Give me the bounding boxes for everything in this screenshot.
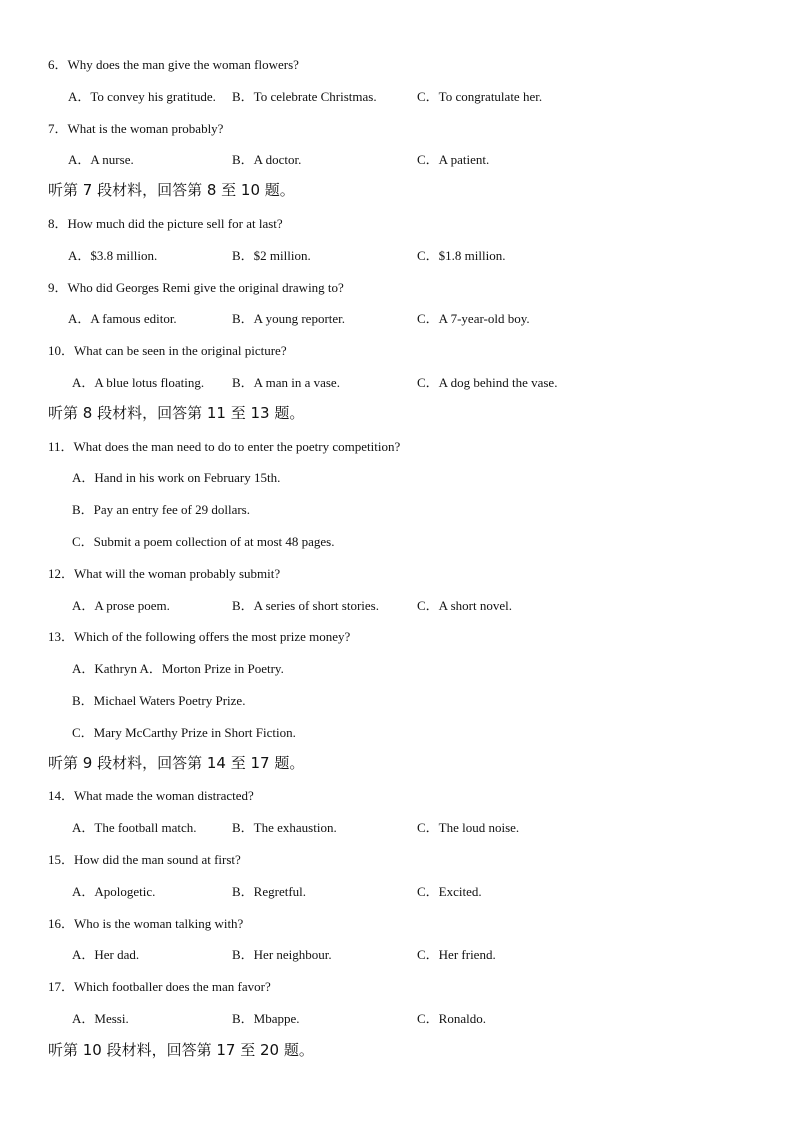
option-c: C．Mary McCarthy Prize in Short Fiction.	[72, 725, 296, 740]
option-b: B．A series of short stories.	[232, 598, 379, 613]
question-7: 7．What is the woman probably?	[48, 121, 224, 136]
option-b: B．Her neighbour.	[232, 947, 332, 962]
option-b: B．Mbappe.	[232, 1011, 300, 1026]
option-a: A．Messi.	[72, 1011, 129, 1026]
question-6: 6．Why does the man give the woman flowers?	[48, 57, 299, 72]
option-a: A．$3.8 million.	[68, 248, 158, 263]
option-a: A．Her dad.	[72, 947, 140, 962]
option-c: C．$1.8 million.	[417, 248, 506, 263]
option-a: A．A famous editor.	[68, 311, 177, 326]
option-b: B．Michael Waters Poetry Prize.	[72, 693, 246, 708]
option-b: B．A young reporter.	[232, 311, 346, 326]
question-8: 8．How much did the picture sell for at last?	[48, 216, 283, 231]
question-9: 9．Who did Georges Remi give the original drawing to?	[48, 280, 344, 295]
question-10: 10．What can be seen in the original picture?	[48, 343, 287, 358]
option-a: A．To convey his gratitude.	[68, 89, 216, 104]
option-b: B．Pay an entry fee of 29 dollars.	[72, 502, 250, 517]
option-c: C．A short novel.	[417, 598, 512, 613]
question-14: 14．What made the woman distracted?	[48, 788, 254, 803]
option-c: C．Ronaldo.	[417, 1011, 486, 1026]
question-13: 13．Which of the following offers the most prize money?	[48, 629, 351, 644]
section-heading-9: 听第 9 段材料，回答第 14 至 17 题。	[48, 754, 305, 772]
option-c: C．Submit a poem collection of at most 48 pages.	[72, 534, 335, 549]
option-a: A．A nurse.	[68, 152, 134, 167]
option-a: A．Apologetic.	[72, 884, 156, 899]
question-17: 17．Which footballer does the man favor?	[48, 979, 271, 994]
option-b: B．To celebrate Christmas.	[232, 89, 377, 104]
option-c: C．Excited.	[417, 884, 482, 899]
question-12: 12．What will the woman probably submit?	[48, 566, 281, 581]
option-c: C．A dog behind the vase.	[417, 375, 558, 390]
option-b: B．Regretful.	[232, 884, 307, 899]
option-c: C．A 7-year-old boy.	[417, 311, 530, 326]
option-a: A．The football match.	[72, 820, 197, 835]
section-heading-8: 听第 8 段材料，回答第 11 至 13 题。	[48, 404, 305, 422]
question-11: 11．What does the man need to do to enter the poetry competition?	[48, 439, 401, 454]
option-c: C．A patient.	[417, 152, 490, 167]
option-b: B．The exhaustion.	[232, 820, 337, 835]
option-a: A．Hand in his work on February 15th.	[72, 470, 281, 485]
option-c: C．To congratulate her.	[417, 89, 543, 104]
option-a: A．A prose poem.	[72, 598, 170, 613]
option-a: A．A blue lotus floating.	[72, 375, 205, 390]
section-heading-7: 听第 7 段材料，回答第 8 至 10 题。	[48, 181, 295, 199]
section-heading-10: 听第 10 段材料，回答第 17 至 20 题。	[48, 1041, 314, 1059]
option-b: B．A man in a vase.	[232, 375, 340, 390]
option-a: A．Kathryn A．Morton Prize in Poetry.	[72, 661, 284, 676]
question-15: 15．How did the man sound at first?	[48, 852, 241, 867]
question-16: 16．Who is the woman talking with?	[48, 916, 244, 931]
option-b: B．A doctor.	[232, 152, 302, 167]
option-c: C．The loud noise.	[417, 820, 520, 835]
option-c: C．Her friend.	[417, 947, 496, 962]
option-b: B．$2 million.	[232, 248, 311, 263]
